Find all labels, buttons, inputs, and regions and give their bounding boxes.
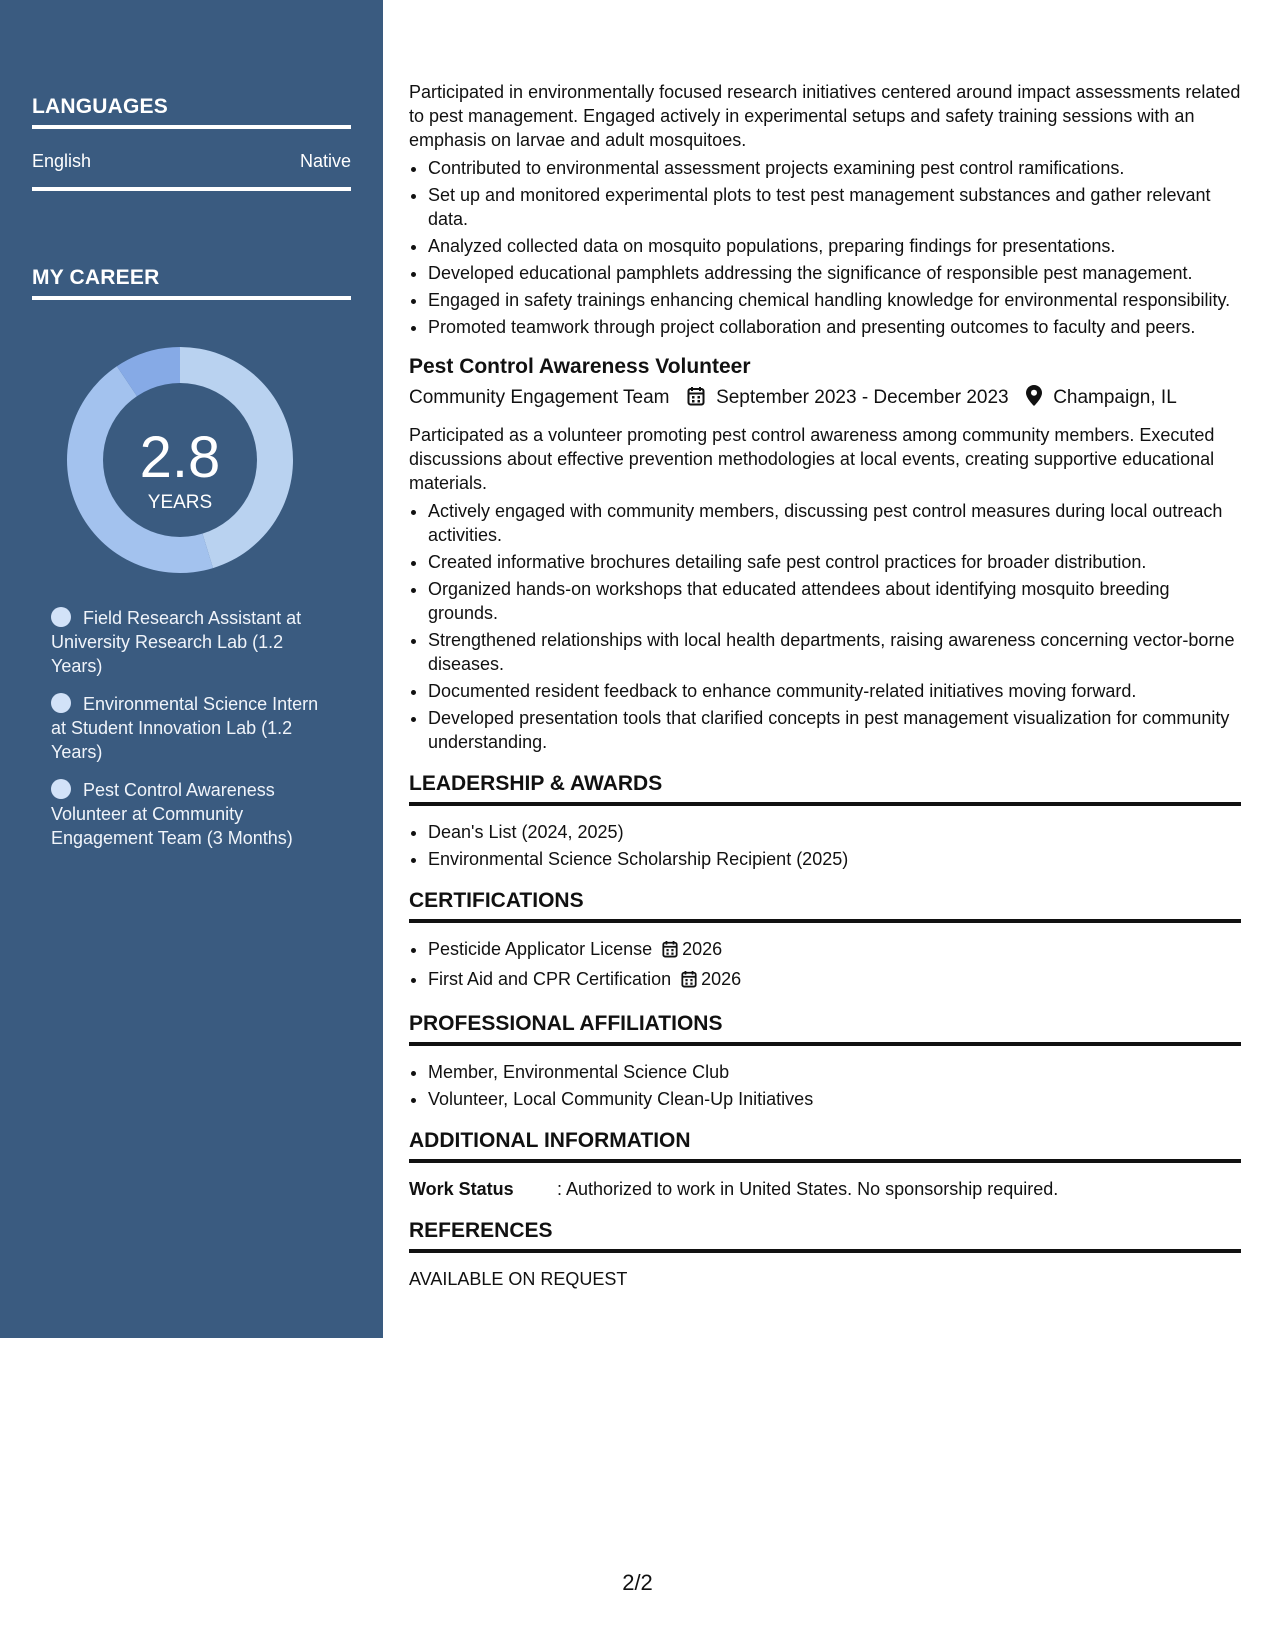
list-item: • Actively engaged with community members, discussing pest control measures during local outreach activities. [428,499,1241,547]
job-title: Pest Control Awareness Volunteer [409,355,751,378]
job-location: Champaign, IL [1053,387,1177,408]
list-item: • Promoted teamwork through project collaboration and presenting outcomes to faculty and peers. [428,315,1241,339]
list-item: • First Aid and CPR Certification 2026 [428,967,1241,994]
leadership-heading: LEADERSHIP & AWARDS [409,770,1241,806]
affiliations-heading: PROFESSIONAL AFFILIATIONS [409,1010,1241,1046]
list-item: • Created informative brochures detailing safe pest control practices for broader distribution. [428,550,1241,574]
certifications-list [409,937,1241,994]
intern-bullets [409,156,1241,339]
list-item: • Environmental Science Scholarship Recipient (2025) [428,847,1241,871]
legend-dot-icon [51,693,71,713]
intern-summary: Participated in environmentally focused research initiatives centered around impact assessments related to pest management. Engaged actively in experimental setups and safety training sessions with an emphasis on larvae and adult mosquitoes. [409,82,1241,150]
language-name: English [32,151,92,171]
languages-heading: LANGUAGES [32,95,351,129]
legend-dot-icon [51,779,71,799]
references-heading: REFERENCES [409,1217,1241,1253]
language-level: Native [299,151,351,171]
job-org: Community Engagement Team [409,387,670,408]
list-item: • Developed presentation tools that clarified concepts in pest management visualization for community understanding. [428,706,1241,754]
main-content [409,80,1241,1295]
work-status-value: : Authorized to work in United States. No sponsorship required. [557,1179,1059,1199]
affiliations-list [409,1060,1241,1111]
calendar-icon [681,970,697,994]
legend-dot-icon [51,607,71,627]
career-legend-item: Pest Control Awareness Volunteer at Community Engagement Team (3 Months) [51,780,293,848]
volunteer-summary: Participated as a volunteer promoting pest control awareness among community members. Executed discussions about effective prevention methodologies at local events, creating supportive educational materials. [409,425,1215,493]
job-dates: September 2023 - December 2023 [716,387,1009,408]
list-item: • Analyzed collected data on mosquito populations, preparing findings for presentations. [428,234,1241,258]
career-heading: MY CAREER [32,266,351,300]
career-total-value: 2.8 [139,425,221,490]
list-item: • Contributed to environmental assessment projects examining pest control ramifications. [428,156,1241,180]
list-item: • Strengthened relationships with local health departments, raising awareness concerning vector-borne diseases. [428,628,1241,676]
work-status-row [409,1177,1241,1201]
work-status-label: Work Status [409,1179,514,1199]
calendar-icon [662,940,678,964]
job-meta [409,384,1241,415]
list-item: • Documented resident feedback to enhance community-related initiatives moving forward. [428,679,1241,703]
list-item: • Organized hands-on workshops that educated attendees about identifying mosquito breeding grounds. [428,577,1241,625]
career-legend-item: Environmental Science Intern at Student Innovation Lab (1.2 Years) [51,694,319,762]
list-item: • Pesticide Applicator License 2026 [428,937,1241,964]
list-item: • Volunteer, Local Community Clean-Up Initiatives [428,1087,1241,1111]
calendar-icon [687,386,705,415]
map-pin-icon [1026,385,1042,415]
certifications-heading: CERTIFICATIONS [409,887,1241,923]
career-legend [51,606,331,864]
career-total-unit: YEARS [147,492,213,513]
volunteer-bullets [409,499,1241,754]
page-number: 2/2 [622,1570,653,1595]
language-row [32,151,351,191]
list-item: • Engaged in safety trainings enhancing chemical handling knowledge for environmental responsibility. [428,288,1241,312]
career-donut-chart [65,345,295,575]
career-legend-item: Field Research Assistant at University Research Lab (1.2 Years) [51,608,302,676]
additional-heading: ADDITIONAL INFORMATION [409,1127,1241,1163]
list-item: • Developed educational pamphlets addressing the significance of responsible pest management. [428,261,1241,285]
leadership-list [409,820,1241,871]
sidebar [0,0,383,1338]
list-item: • Dean's List (2024, 2025) [428,820,1241,844]
references-text: AVAILABLE ON REQUEST [409,1269,628,1289]
list-item: • Set up and monitored experimental plots to test pest management substances and gather relevant data. [428,183,1241,231]
list-item: • Member, Environmental Science Club [428,1060,1241,1084]
